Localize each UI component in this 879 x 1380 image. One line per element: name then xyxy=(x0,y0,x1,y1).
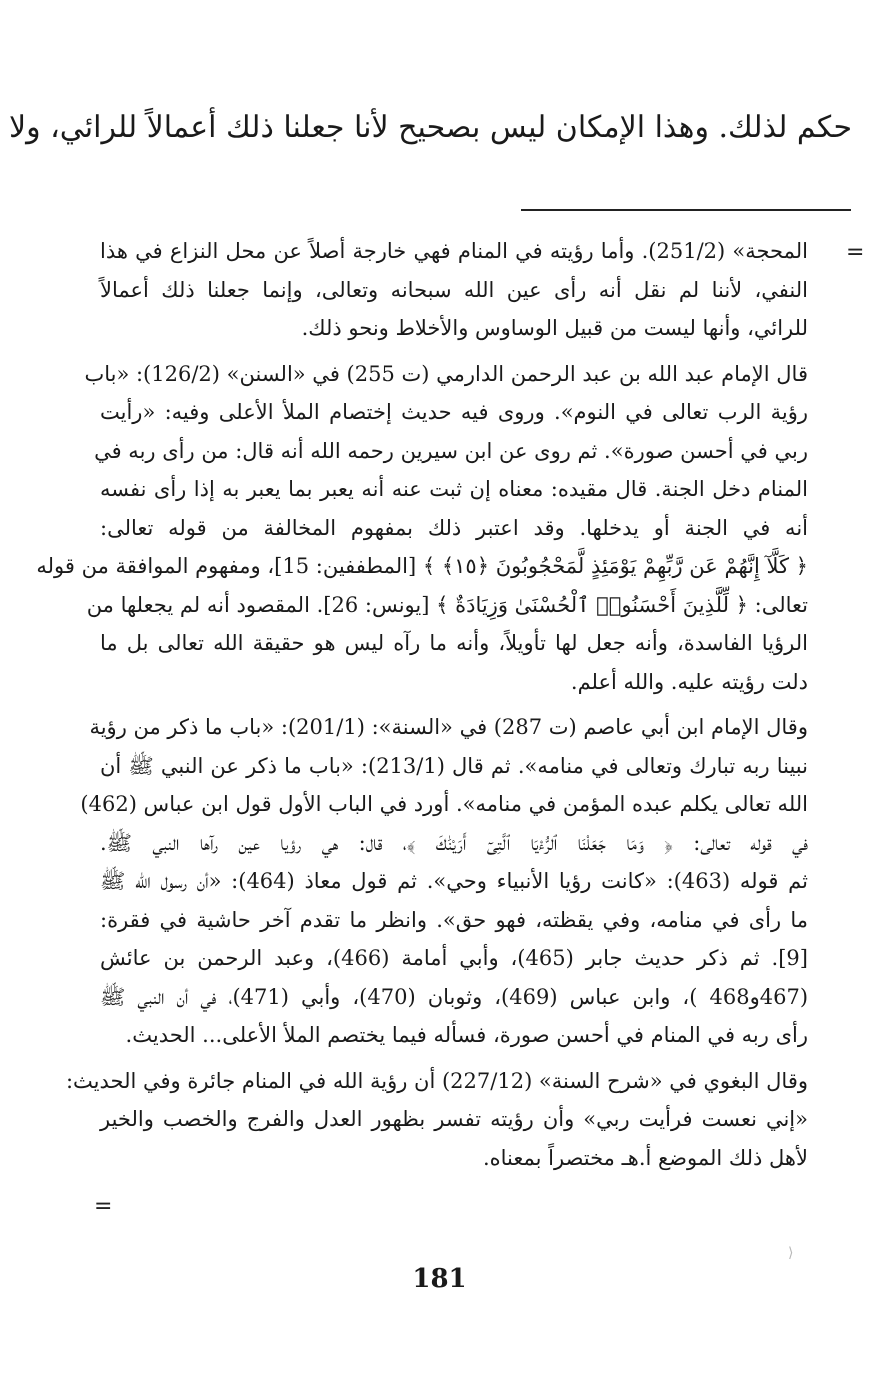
footnote-line: ربي في أحسن صورة». ثم روى عن ابن سيرين رحمه الله أنه قال: من رأى ربه في xyxy=(94,438,808,463)
footnote-paragraph xyxy=(100,232,808,348)
footnote-line: الله تعالى يكلم عبده المؤمن في منامه». أورد في الباب الأول قول ابن عباس (462) xyxy=(80,792,808,816)
footnote-paragraph xyxy=(65,1062,808,1178)
footnotes-block xyxy=(36,232,809,1184)
continuation-mark-bottom: = xyxy=(94,1194,113,1219)
page-number: 181 xyxy=(412,1264,467,1294)
footnote-line: وقال الإمام ابن أبي عاصم (ت 287) في «السنة»: (201/1): «باب ما ذكر من رؤية xyxy=(89,715,808,739)
footnote-line: وقال البغوي في «شرح السنة» (227/12) أن رؤية الله في المنام جائرة وفي الحديث: xyxy=(65,1068,808,1093)
footnote-line: قال الإمام عبد الله بن عبد الرحمن الدارمي (ت 255) في «السنن» (126/2): «باب xyxy=(84,361,808,386)
footnote-line: ما رأى في منامه، وفي يقظته، فهو حق». وانظر ما تقدم آخر حاشية في فقرة: xyxy=(100,907,808,932)
footnote-line: «إني نعست فرأيت ربي» وأن رؤيته تفسر بظهور العدل والفرج والخصب والخير xyxy=(100,1107,808,1131)
footnote-paragraph xyxy=(36,355,808,702)
footnote-line: النفي، لأننا لم نقل أنه رأى عين الله سبحانه وتعالى، وإنما جعلنا ذلك أعمالاً xyxy=(100,277,808,302)
footnote-line: الرؤيا الفاسدة، وأنه جعل لها تأويلاً، وأنه ما رآه ليس هو حقيقة الله تعالى بل ما xyxy=(100,631,808,655)
footnote-line: المنام دخل الجنة. قال مقيده: معناه إن ثبت عنه أنه يعبر بما يعبر به إذا رأى نفسه xyxy=(100,477,808,501)
footnote-line: للرائي، وأنها ليست من قبيل الوساوس والأخلاط ونحو ذلك. xyxy=(301,316,808,340)
footnote-line: رأى ربه في المنام في أحسن صورة، فسأله فيما يختصم الملأ الأعلى... الحديث. xyxy=(125,1023,808,1047)
footnote-line: ثم قوله (463): «كانت رؤيا الأنبياء وحي». ثم قول معاذ (464): «أن رسول الله ﷺ xyxy=(100,869,808,893)
footnote-line: أنه في الجنة أو يدخلها. وقد اعتبر ذلك بمفهوم المخالفة من قوله تعالى: xyxy=(100,515,808,540)
paper-speck: ⟩ xyxy=(788,1245,794,1261)
footnote-line: [9]. ثم ذكر حديث جابر (465)، وأبي أمامة (466)، وعبد الرحمن بن عائش xyxy=(100,946,808,970)
footnote-line: دلت رؤيته عليه. والله أعلم. xyxy=(570,669,808,694)
continuation-mark-top: = xyxy=(846,240,865,265)
footnote-line: في قوله تعالى: ﴿ وَمَا جَعَلْنَا ٱلرُّءْيَا ٱلَّتِىٓ أَرَيْنَٰكَ ﴾، قال: هي رؤيا عين رآها النبي ﷺ. xyxy=(100,830,808,855)
footnote-line: تعالى: ﴿ لِّلَّذِينَ أَحْسَنُوا۟ ٱلْحُسْنَىٰ وَزِيَادَةٌ ﴾ [يونس: 26]. المقصود أنه لم يجعلها من xyxy=(86,592,808,617)
footnote-paragraph xyxy=(80,708,809,1055)
footnote-line: لأهل ذلك الموضع أ.هـ مختصراً بمعناه. xyxy=(482,1145,808,1170)
footnote-line: رؤية الرب تعالى في النوم». وروى فيه حديث إختصام الملأ الأعلى وفيه: «رأيت xyxy=(100,400,808,424)
footnote-separator-rule xyxy=(521,209,851,211)
footnote-line: ﴿ كَلَّآ إِنَّهُمْ عَن رَّبِّهِمْ يَوْمَئِذٍ لَّمَحْجُوبُونَ ﴿١٥﴾ ﴾ [المطففين: 15]، ومفهوم الموافقة من قوله xyxy=(36,554,808,578)
main-text-line: حكم لذلك. وهذا الإمكان ليس بصحيح لأنا جعلنا ذلك أعمالاً للرائي، ولا xyxy=(8,110,852,145)
footnote-line: (467و468 )، وابن عباس (469)، وثوبان (470)، وأبي (471)، في أن النبي ﷺ xyxy=(100,984,809,1009)
footnote-line: المحجة» (251/2). وأما رؤيته في المنام فهي خارجة أصلاً عن محل النزاع في هذا xyxy=(100,239,808,263)
footnote-line: نبينا ربه تبارك وتعالى في منامه». ثم قال (213/1): «باب ما ذكر عن النبي ﷺ أن xyxy=(100,753,808,778)
